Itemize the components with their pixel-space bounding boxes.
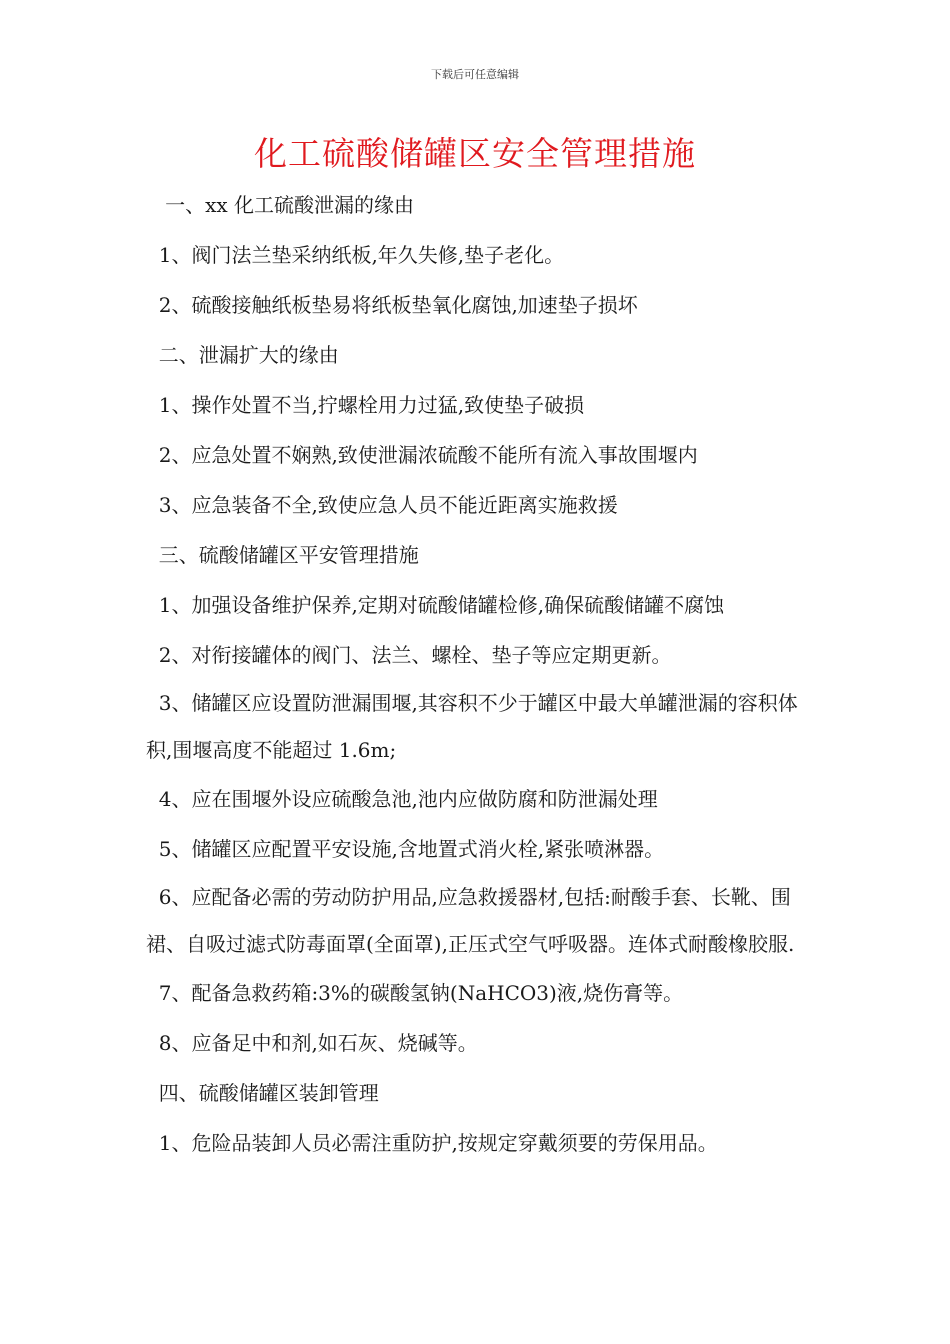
list-item: 1、加强设备维护保养,定期对硫酸储罐检修,确保硫酸储罐不腐蚀 [146,593,725,617]
list-item: 5、储罐区应配置平安设施,含地置式消火栓,紧张喷淋器。 [146,837,665,861]
document-title: 化工硫酸储罐区安全管理措施 [254,134,696,173]
list-item: 1、危险品装卸人员必需注重防护,按规定穿戴须要的劳保用品。 [146,1131,718,1155]
section-heading-3: 三、硫酸储罐区平安管理措施 [146,543,419,567]
list-item: 2、对衔接罐体的阀门、法兰、螺栓、垫子等应定期更新。 [146,643,672,667]
list-item: 1、阀门法兰垫采纳纸板,年久失修,垫子老化。 [146,243,565,267]
list-item: 3、应急装备不全,致使应急人员不能近距离实施救援 [146,493,618,517]
list-item: 3、储罐区应设置防泄漏围堰,其容积不少于罐区中最大单罐泄漏的容积体积,围堰高度不能超过 1.6m; [146,691,798,762]
list-item: 8、应备足中和剂,如石灰、烧碱等。 [146,1031,478,1055]
section-heading-1: 一、xx 化工硫酸泄漏的缘由 [146,193,414,217]
download-note: 下载后可任意编辑 [431,68,519,81]
section-heading-2: 二、泄漏扩大的缘由 [146,343,339,367]
list-item: 2、应急处置不娴熟,致使泄漏浓硫酸不能所有流入事故围堰内 [146,443,698,467]
list-item: 1、操作处置不当,拧螺栓用力过猛,致使垫子破损 [146,393,585,417]
list-item: 4、应在围堰外设应硫酸急池,池内应做防腐和防泄漏处理 [146,787,658,811]
list-item: 6、应配备必需的劳动防护用品,应急救援器材,包括:耐酸手套、长靴、围裙、自吸过滤式防毒面罩(全面罩),正压式空气呼吸器。连体式耐酸橡胶服. [146,885,795,956]
section-heading-4: 四、硫酸储罐区装卸管理 [146,1081,379,1105]
document-body [146,180,808,1168]
list-item: 2、硫酸接触纸板垫易将纸板垫氧化腐蚀,加速垫子损坏 [146,293,638,317]
list-item: 7、配备急救药箱:3%的碳酸氢钠(NaHCO3)液,烧伤膏等。 [146,981,684,1005]
